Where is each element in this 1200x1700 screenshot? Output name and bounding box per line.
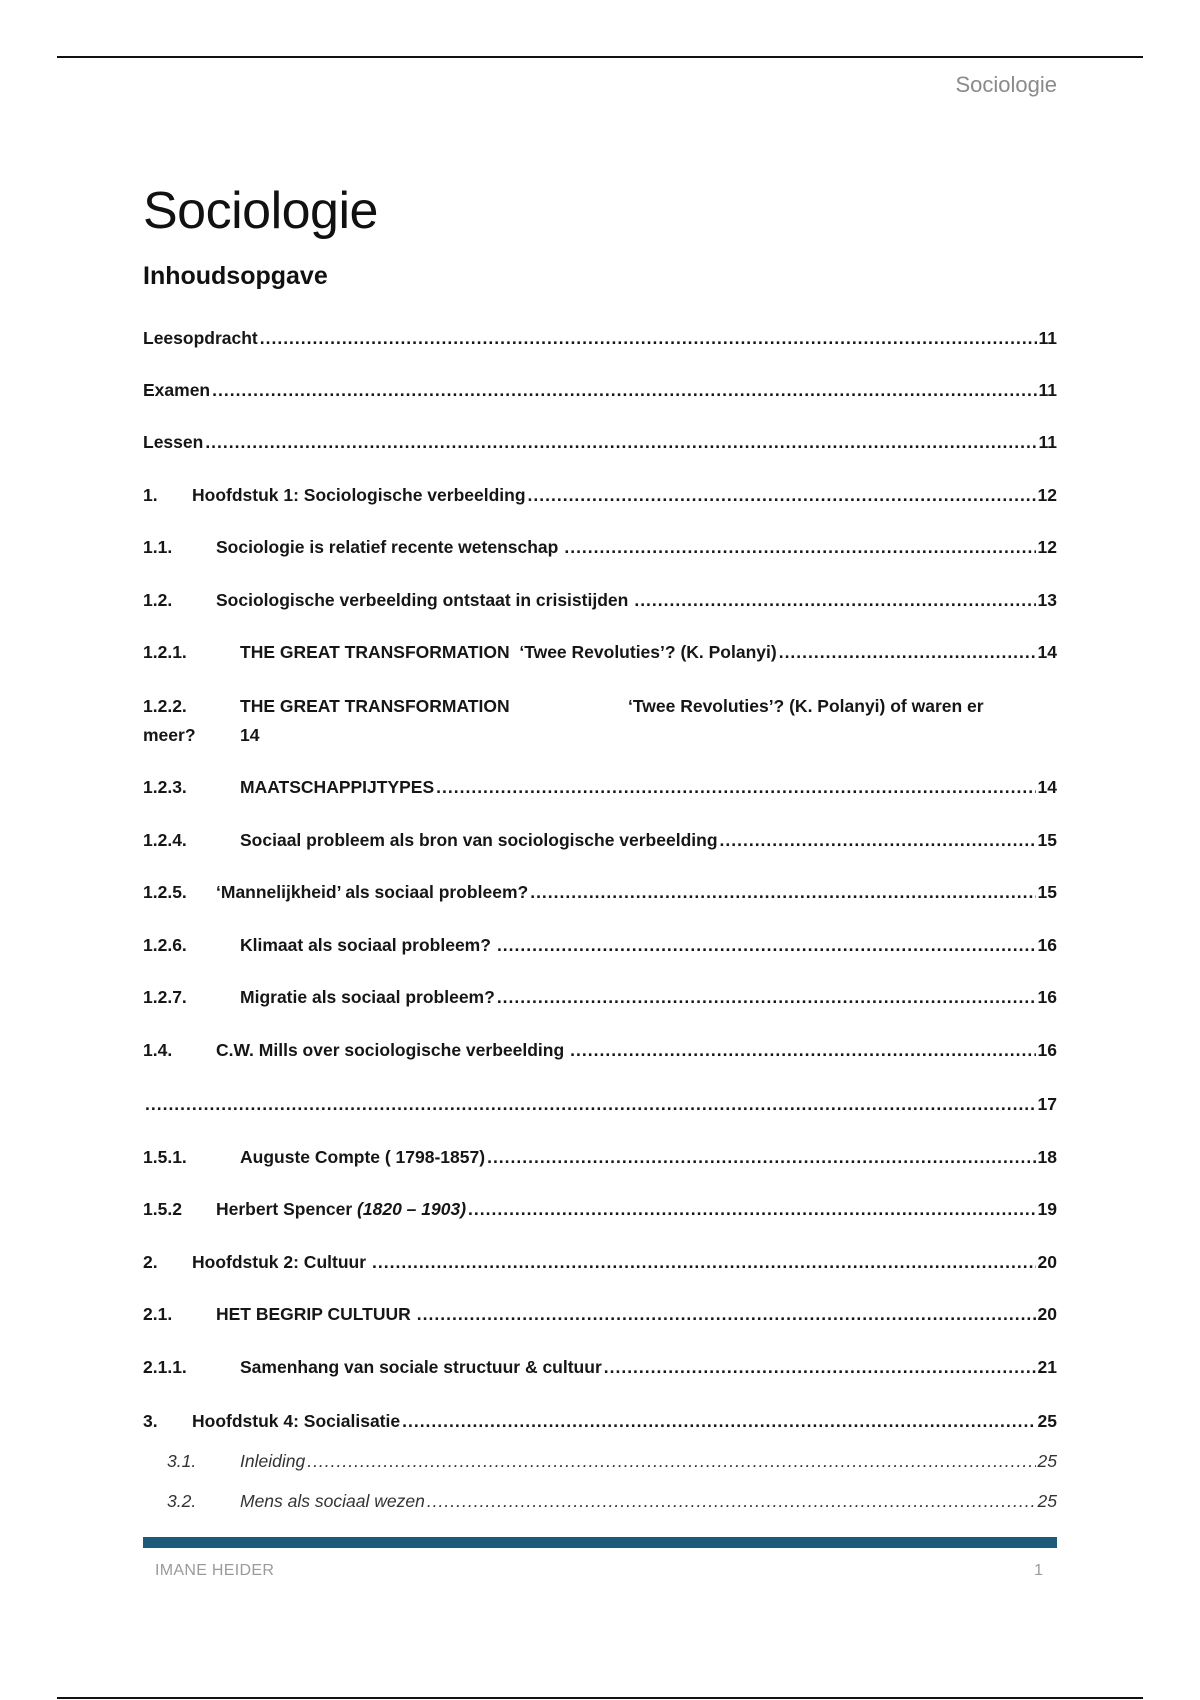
toc-entry-1-1[interactable] — [143, 537, 1057, 563]
toc-entry-number: 1.4. — [143, 1040, 173, 1060]
toc-page-number: 12 — [1037, 485, 1057, 505]
toc-entry-number: 1.1. — [143, 537, 173, 557]
toc-entry-label: Migratie als sociaal probleem? — [240, 987, 495, 1007]
toc-page-number: 16 — [1037, 935, 1057, 955]
toc-entry-date: (1820 – 1903) — [357, 1199, 467, 1219]
toc-page-number: 19 — [1037, 1199, 1057, 1219]
toc-entry-number: 1.2.2. — [143, 696, 187, 716]
toc-entry-3-1[interactable] — [143, 1451, 1057, 1477]
toc-entry-label: MAATSCHAPPIJTYPES — [240, 777, 435, 797]
toc-entry-label: ‘Mannelijkheid’ als sociaal probleem? — [216, 882, 529, 902]
toc-entry-1-2-4[interactable] — [143, 830, 1057, 856]
toc-leader-dots — [468, 1199, 1036, 1220]
toc-entry-examen[interactable] — [143, 380, 1057, 406]
toc-entry-1-5-1[interactable] — [143, 1147, 1057, 1173]
toc-leader-dots — [417, 1304, 1036, 1325]
toc-leader-dots — [260, 328, 1037, 349]
toc-page-number: 25 — [1037, 1451, 1057, 1471]
toc-entry-1-2-2[interactable] — [143, 692, 1057, 750]
toc-leader-dots — [205, 432, 1036, 453]
toc-page-number: 12 — [1037, 537, 1057, 557]
toc-page-number: 25 — [1037, 1491, 1057, 1511]
toc-entry-number: 1.2.3. — [143, 777, 187, 797]
toc-entry-number: 1.5.1. — [143, 1147, 187, 1167]
toc-leader-dots — [779, 642, 1036, 663]
toc-entry-label: HET BEGRIP CULTUUR — [216, 1304, 411, 1324]
toc-leader-dots — [564, 537, 1035, 558]
toc-leader-dots — [634, 590, 1035, 611]
toc-leader-dots — [528, 485, 1036, 506]
footer-page-number: 1 — [1034, 1562, 1043, 1579]
toc-leader-dots — [427, 1491, 1036, 1512]
toc-entry-chapter-2[interactable] — [143, 1252, 1057, 1278]
toc-page-number: 11 — [1038, 328, 1057, 348]
toc-entry-2-1[interactable] — [143, 1304, 1057, 1330]
toc-entry-label: Mens als sociaal wezen — [240, 1491, 425, 1511]
toc-entry-1-5-2[interactable] — [143, 1199, 1057, 1225]
toc-leader-dots — [145, 1094, 1036, 1115]
toc-entry-1-4[interactable] — [143, 1040, 1057, 1066]
toc-entry-label: Samenhang van sociale structuur & cultuur — [240, 1357, 602, 1377]
toc-entry-1-2-6[interactable] — [143, 935, 1057, 961]
toc-leader-dots — [497, 987, 1036, 1008]
page-title: Sociologie — [143, 181, 378, 240]
toc-entry-label-continued: ‘Twee Revoluties’? (K. Polanyi) of waren er — [628, 696, 984, 716]
toc-entry-label: Herbert Spencer (1820 – 1903) — [216, 1199, 467, 1219]
toc-entry-label-wrap: meer? — [143, 725, 196, 745]
toc-entry-chapter-3[interactable] — [143, 1411, 1057, 1437]
toc-entry-label: Lessen — [143, 432, 204, 452]
toc-entry-label: Leesopdracht — [143, 328, 258, 348]
toc-leader-dots — [604, 1357, 1036, 1378]
toc-leader-dots — [530, 882, 1035, 903]
toc-entry-number: 2.1.1. — [143, 1357, 187, 1377]
toc-entry-label: Hoofdstuk 1: Sociologische verbeelding — [192, 485, 526, 505]
toc-entry-3-2[interactable] — [143, 1491, 1057, 1517]
toc-entry-number: 2.1. — [143, 1304, 173, 1324]
toc-entry-label: Inleiding — [240, 1451, 306, 1471]
toc-entry-number: 1.2.7. — [143, 987, 187, 1007]
toc-leader-dots — [372, 1252, 1036, 1273]
toc-page-number: 17 — [1037, 1094, 1057, 1114]
toc-page-number: 13 — [1037, 590, 1057, 610]
toc-entry-number: 2. — [143, 1252, 158, 1272]
toc-entry-1-2-1[interactable] — [143, 642, 1057, 668]
toc-leader-dots — [402, 1411, 1035, 1432]
toc-entry-number: 3.2. — [167, 1491, 197, 1511]
toc-page-number: 18 — [1037, 1147, 1057, 1167]
toc-entry-number: 1.5.2 — [143, 1199, 182, 1219]
toc-entry-1-2-7[interactable] — [143, 987, 1057, 1013]
toc-entry-2-1-1[interactable] — [143, 1357, 1057, 1383]
toc-entry-label: Auguste Compte ( 1798-1857) — [240, 1147, 486, 1167]
toc-leader-dots — [720, 830, 1036, 851]
toc-page-number: 14 — [1037, 777, 1057, 797]
toc-entry-number: 1.2. — [143, 590, 173, 610]
toc-leader-dots — [487, 1147, 1035, 1168]
toc-entry-label: Hoofdstuk 2: Cultuur — [192, 1252, 367, 1272]
toc-entry-chapter-1[interactable] — [143, 485, 1057, 511]
toc-entry-label: THE GREAT TRANSFORMATION ‘Twee Revoluties’? (K. Polanyi) — [240, 642, 777, 662]
toc-entry-label: Klimaat als sociaal probleem? — [240, 935, 491, 955]
toc-page-number: 14 — [240, 725, 260, 745]
toc-page-number: 20 — [1037, 1252, 1057, 1272]
toc-entry-number: 3.1. — [167, 1451, 197, 1471]
toc-entry-1-2[interactable] — [143, 590, 1057, 616]
toc-entry-untitled[interactable] — [143, 1094, 1057, 1120]
toc-entry-number: 1.2.5. — [143, 882, 187, 902]
toc-entry-number: 1.2.4. — [143, 830, 187, 850]
toc-page-number: 14 — [1037, 642, 1057, 662]
toc-leader-dots — [307, 1451, 1035, 1472]
toc-entry-number: 3. — [143, 1411, 158, 1431]
toc-entry-leesopdracht[interactable] — [143, 328, 1057, 354]
toc-page-number: 15 — [1037, 830, 1057, 850]
toc-entry-number: 1. — [143, 485, 158, 505]
toc-entry-number: 1.2.1. — [143, 642, 187, 662]
toc-entry-1-2-5[interactable] — [143, 882, 1057, 908]
toc-heading: Inhoudsopgave — [143, 262, 328, 290]
toc-page-number: 21 — [1037, 1357, 1057, 1377]
toc-entry-label: C.W. Mills over sociologische verbeelding — [216, 1040, 565, 1060]
toc-entry-label: THE GREAT TRANSFORMATION — [240, 696, 510, 716]
toc-entry-label: Sociaal probleem als bron van sociologische verbeelding — [240, 830, 718, 850]
toc-page-number: 20 — [1037, 1304, 1057, 1324]
toc-page-number: 15 — [1037, 882, 1057, 902]
toc-entry-1-2-3[interactable] — [143, 777, 1057, 803]
footer-author: IMANE HEIDER — [155, 1562, 275, 1579]
top-border-line — [57, 56, 1143, 58]
running-header: Sociologie — [955, 72, 1057, 97]
toc-page-number: 16 — [1037, 1040, 1057, 1060]
toc-page-number: 11 — [1038, 432, 1057, 452]
toc-entry-label: Examen — [143, 380, 211, 400]
toc-entry-label: Sociologie is relatief recente wetenschap — [216, 537, 559, 557]
footer-accent-bar — [143, 1537, 1057, 1548]
toc-leader-dots — [436, 777, 1035, 798]
toc-entry-label: Hoofdstuk 4: Socialisatie — [192, 1411, 401, 1431]
toc-leader-dots — [497, 935, 1036, 956]
toc-leader-dots — [570, 1040, 1035, 1061]
bottom-border-line — [57, 1697, 1143, 1699]
toc-page-number: 11 — [1038, 380, 1057, 400]
toc-entry-lessen[interactable] — [143, 432, 1057, 458]
toc-page-number: 16 — [1037, 987, 1057, 1007]
toc-entry-label: Sociologische verbeelding ontstaat in crisistijden — [216, 590, 629, 610]
toc-page-number: 25 — [1037, 1411, 1057, 1431]
toc-entry-number: 1.2.6. — [143, 935, 187, 955]
toc-leader-dots — [212, 380, 1036, 401]
